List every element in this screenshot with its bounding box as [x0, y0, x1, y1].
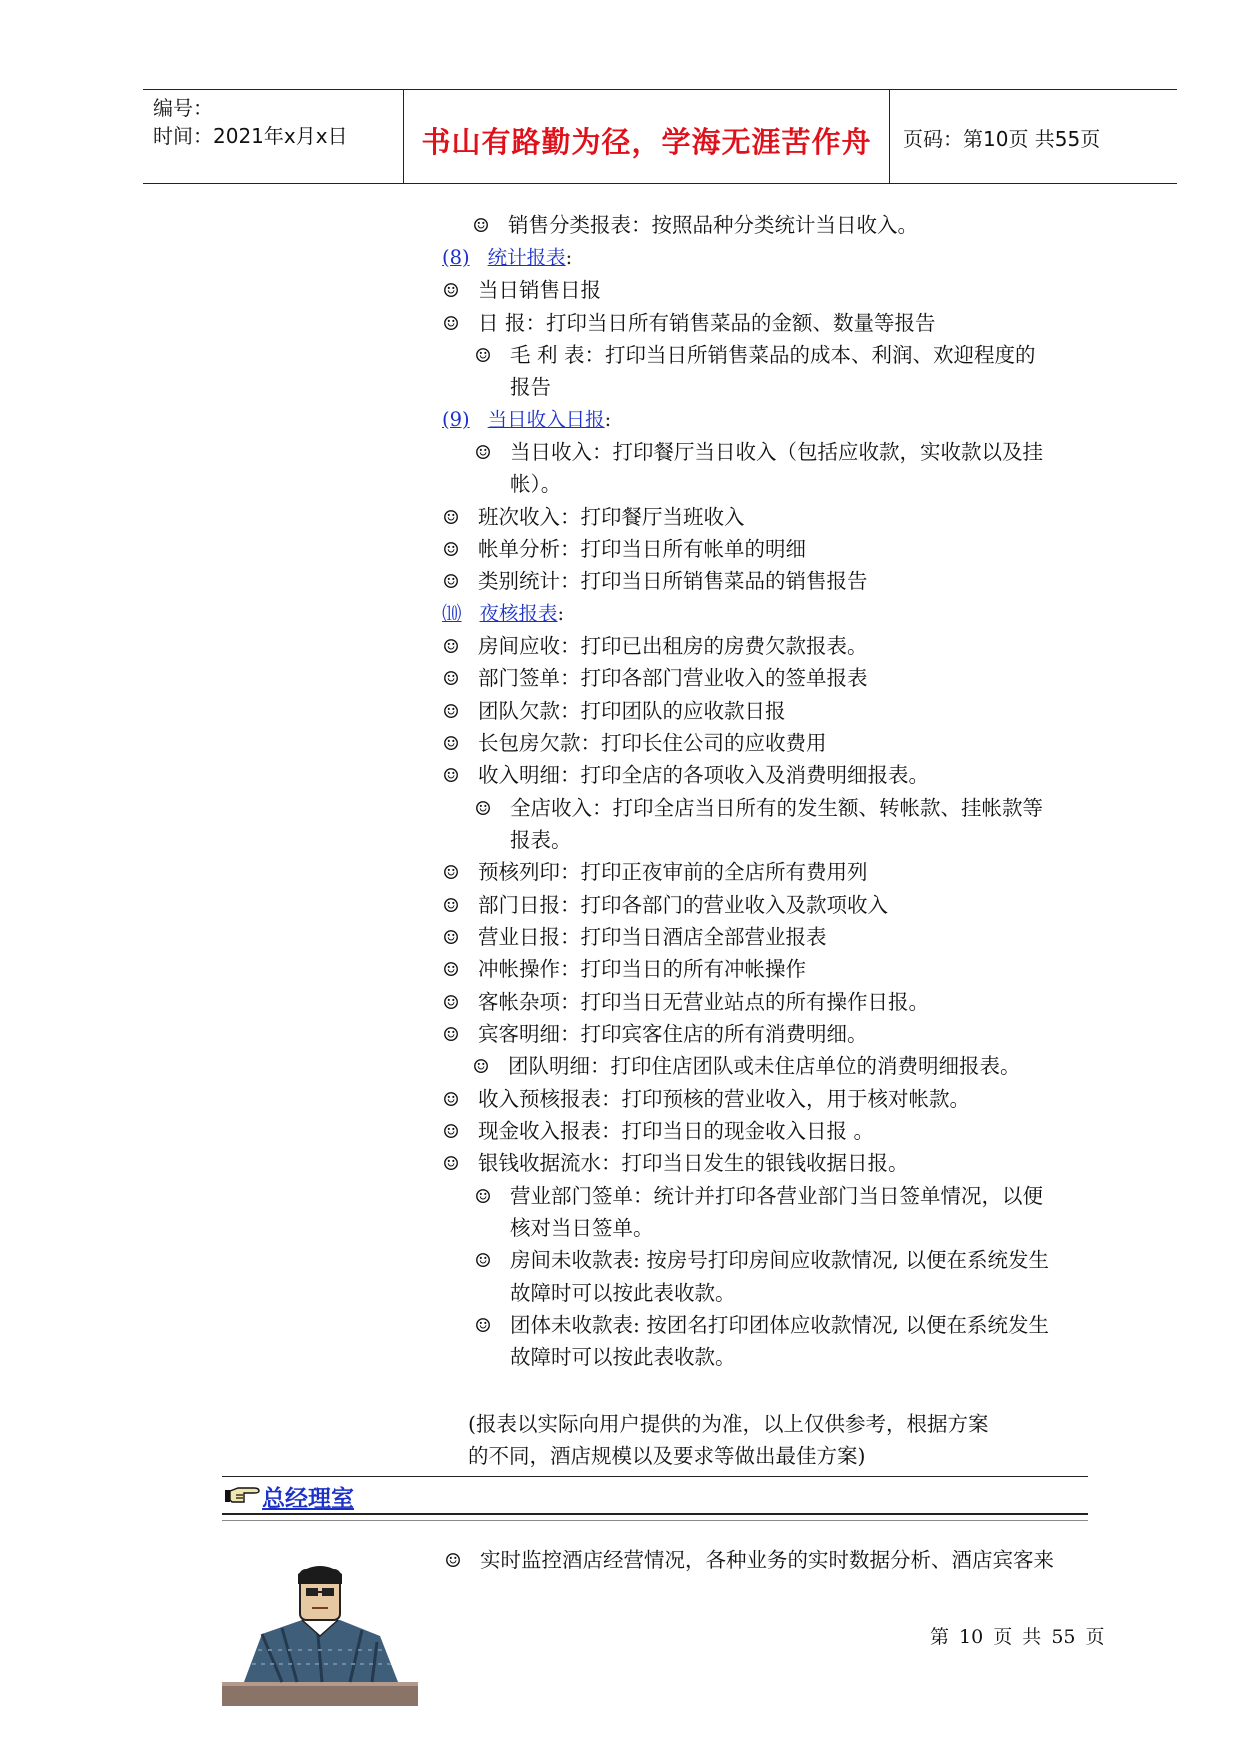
- list-item: ☺ 全店收入：打印全店当日所有的发生额、转帐款、挂帐款等: [470, 795, 1043, 822]
- section-heading-daily-income[interactable]: (9) 当日收入日报:: [442, 408, 612, 431]
- smiley-icon: ☺: [474, 442, 492, 464]
- smiley-icon: ☺: [442, 992, 460, 1014]
- smiley-icon: ☺: [442, 280, 460, 302]
- list-item: ☺ 预核列印：打印正夜审前的全店所有费用列: [438, 859, 868, 886]
- page-label: 页码：第10页 共55页: [903, 127, 1101, 151]
- manager-office-heading[interactable]: 总经理室: [262, 1486, 354, 1512]
- pointing-hand-icon: [224, 1484, 262, 1506]
- list-item-continued: 故障时可以按此表收款。: [510, 1345, 736, 1369]
- list-item: ☺ 班次收入：打印餐厅当班收入: [438, 504, 745, 531]
- smiley-icon: ☺: [442, 959, 460, 981]
- header-divider: [889, 90, 890, 183]
- list-item: ☺ 收入预核报表：打印预核的营业收入，用于核对帐款。: [438, 1086, 970, 1113]
- divider: [222, 1476, 1088, 1477]
- list-item: ☺ 当日收入：打印餐厅当日收入（包括应收款，实收款以及挂: [470, 439, 1043, 466]
- smiley-icon: ☺: [442, 539, 460, 561]
- smiley-icon: ☺: [474, 1315, 492, 1337]
- smiley-icon: ☺: [474, 1250, 492, 1272]
- smiley-icon: ☺: [442, 765, 460, 787]
- smiley-icon: ☺: [442, 668, 460, 690]
- list-item-continued: 帐）。: [510, 472, 562, 496]
- smiley-icon: ☺: [442, 636, 460, 658]
- smiley-icon: ☺: [442, 507, 460, 529]
- list-item-continued: 核对当日签单。: [510, 1216, 654, 1240]
- section-heading-statistics[interactable]: (8) 统计报表:: [442, 246, 573, 269]
- list-item: ☺ 房间未收款表: 按房号打印房间应收款情况, 以便在系统发生: [470, 1247, 1049, 1274]
- list-item: ☺ 营业部门签单：统计并打印各营业部门当日签单情况，以便: [470, 1183, 1043, 1210]
- list-item: ☺ 类别统计：打印当日所销售菜品的销售报告: [438, 568, 868, 595]
- smiley-icon: ☺: [442, 1153, 460, 1175]
- smiley-icon: ☺: [442, 895, 460, 917]
- smiley-icon: ☺: [444, 1550, 462, 1572]
- list-item: ☺ 房间应收：打印已出租房的房费欠款报表。: [438, 633, 868, 660]
- list-item: ☺ 日 报：打印当日所有销售菜品的金额、数量等报告: [438, 310, 936, 337]
- list-item: ☺ 客帐杂项：打印当日无营业站点的所有操作日报。: [438, 989, 929, 1016]
- list-item: ☺ 营业日报：打印当日酒店全部营业报表: [438, 924, 827, 951]
- list-item: ☺ 当日销售日报: [438, 277, 601, 304]
- divider: [222, 1520, 1088, 1521]
- motto: 书山有路勤为径，学海无涯苦作舟: [421, 125, 872, 159]
- list-item: ☺ 现金收入报表：打印当日的现金收入日报 。: [438, 1118, 874, 1145]
- smiley-icon: ☺: [442, 862, 460, 884]
- list-item: ☺ 毛 利 表：打印当日所销售菜品的成本、利润、欢迎程度的: [470, 342, 1036, 369]
- list-item: ☺ 收入明细：打印全店的各项收入及消费明细报表。: [438, 762, 929, 789]
- smiley-icon: ☺: [442, 701, 460, 723]
- smiley-icon: ☺: [442, 1089, 460, 1111]
- smiley-icon: ☺: [442, 313, 460, 335]
- list-item-continued: 报表。: [510, 828, 572, 852]
- smiley-icon: ☺: [474, 1186, 492, 1208]
- list-item: ☺ 实时监控酒店经营情况，各种业务的实时数据分析、酒店宾客来: [440, 1547, 1054, 1574]
- list-item: ☺ 帐单分析：打印当日所有帐单的明细: [438, 536, 806, 563]
- smiley-icon: ☺: [472, 1056, 490, 1078]
- list-item: ☺ 部门日报：打印各部门的营业收入及款项收入: [438, 892, 888, 919]
- number-label: 编号：: [153, 96, 213, 120]
- list-item: ☺ 部门签单：打印各部门营业收入的签单报表: [438, 665, 868, 692]
- man-at-desk-icon: [222, 1564, 418, 1706]
- smiley-icon: ☺: [472, 215, 490, 237]
- smiley-icon: ☺: [442, 571, 460, 593]
- smiley-icon: ☺: [474, 798, 492, 820]
- page-footer: 第 10 页 共 55 页: [930, 1626, 1105, 1648]
- list-item: ☺ 团队欠款：打印团队的应收款日报: [438, 698, 786, 725]
- smiley-icon: ☺: [442, 1024, 460, 1046]
- time-label: 时间：2021年x月x日: [153, 124, 348, 148]
- page-header: [143, 89, 1177, 184]
- smiley-icon: ☺: [442, 927, 460, 949]
- section-heading-night-audit[interactable]: ⑽ 夜核报表:: [442, 602, 565, 625]
- list-item: ☺ 销售分类报表：按照品种分类统计当日收入。: [468, 212, 918, 239]
- note-line: 的不同，酒店规模以及要求等做出最佳方案): [468, 1444, 866, 1468]
- list-item: ☺ 团体未收款表: 按团名打印团体应收款情况, 以便在系统发生: [470, 1312, 1049, 1339]
- list-item-continued: 故障时可以按此表收款。: [510, 1281, 736, 1305]
- smiley-icon: ☺: [442, 733, 460, 755]
- list-item: ☺ 宾客明细：打印宾客住店的所有消费明细。: [438, 1021, 868, 1048]
- header-meta: [153, 94, 348, 150]
- smiley-icon: ☺: [442, 1121, 460, 1143]
- smiley-icon: ☺: [474, 345, 492, 367]
- list-item-continued: 报告: [510, 375, 551, 399]
- list-item: ☺ 团队明细：打印住店团队或未住店单位的消费明细报表。: [468, 1053, 1021, 1080]
- list-item: ☺ 冲帐操作：打印当日的所有冲帐操作: [438, 956, 806, 983]
- list-item: ☺ 银钱收据流水：打印当日发生的银钱收据日报。: [438, 1150, 909, 1177]
- divider: [222, 1513, 1088, 1515]
- list-item: ☺ 长包房欠款：打印长住公司的应收费用: [438, 730, 827, 757]
- note-line: (报表以实际向用户提供的为准，以上仅供参考，根据方案: [468, 1412, 989, 1436]
